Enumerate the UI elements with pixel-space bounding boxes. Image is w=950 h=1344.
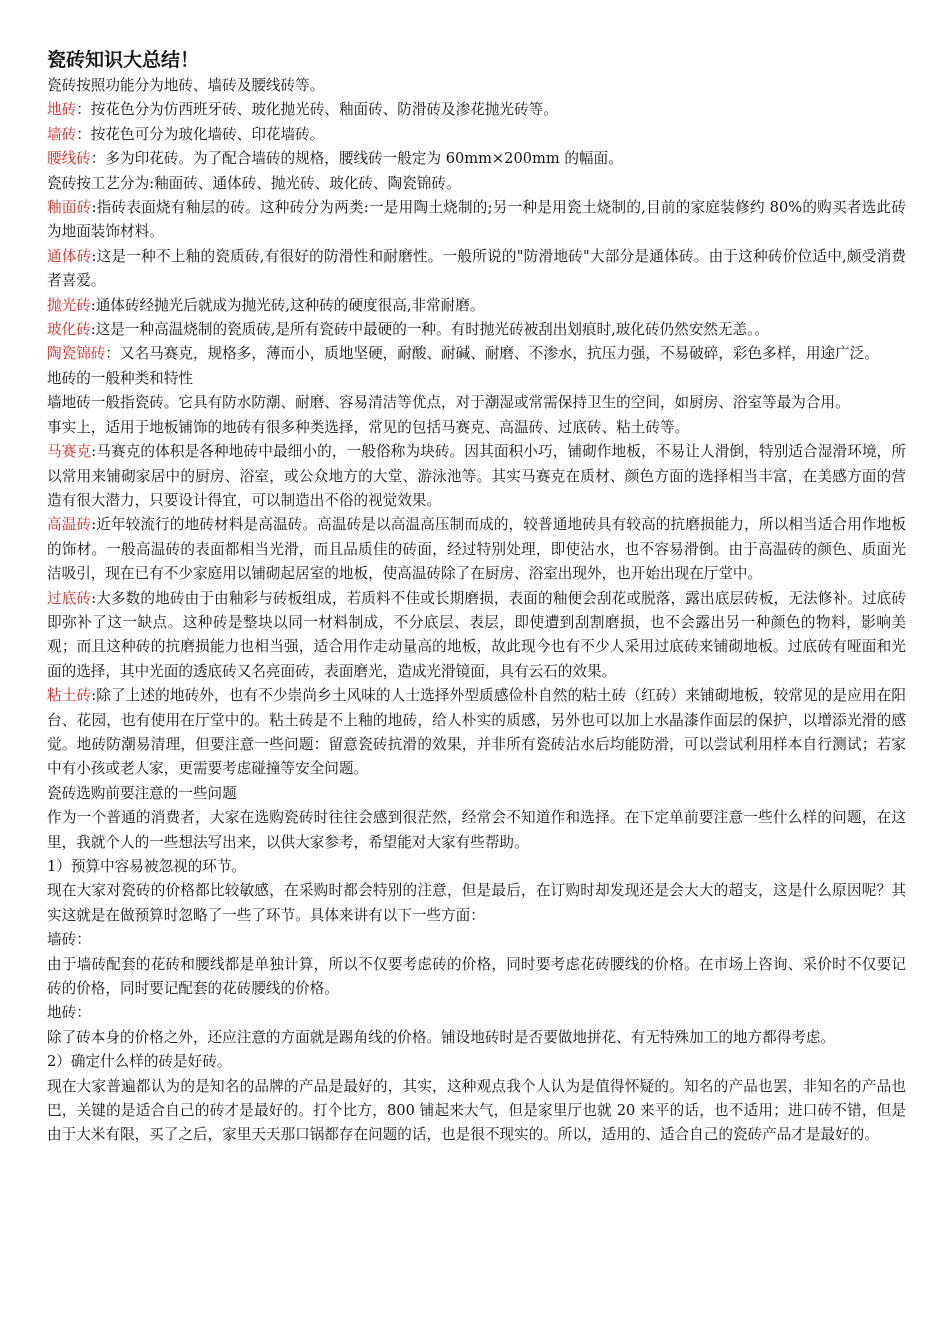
term-paragraph	[47, 98, 906, 122]
paragraph-text: 瓷砖按工艺分为:釉面砖、通体砖、抛光砖、玻化砖、陶瓷锦砖。	[47, 174, 461, 192]
paragraph-text: 作为一个普通的消费者，大家在选购瓷砖时往往会感到很茫然，经常会不知道作和选择。在下定单前要注意一些什么样的问题，在这里，我就个人的一些想法写出来，以供大家参考，希望能对大家有些帮助。	[47, 809, 906, 851]
paragraph-text: :近年较流行的地砖材料是高温砖。高温砖是以高温高压制而成的，较普通地砖具有较高的抗磨损能力，所以相当适合用作地板的饰材。一般高温砖的表面都相当光滑，而且品质佳的砖面，经过特别处理，即使沾水，也不容易滑倒。由于高温砖的颜色、质面光洁吸引，现在已有不少家庭用以铺砌起居室的地板，使高温砖除了在厨房、浴室出现外，也开始出现在厅堂中。	[47, 516, 906, 583]
term-label: 高温砖	[47, 516, 92, 534]
text-paragraph	[47, 855, 906, 879]
term-label: 马赛克	[47, 443, 92, 461]
paragraph-text: 墙地砖一般指瓷砖。它具有防水防潮、耐磨、容易清洁等优点，对于潮湿或常需保持卫生的空间，如厨房、浴室等最为合用。	[47, 394, 850, 412]
term-label: 釉面砖	[47, 199, 92, 217]
term-label: 粘土砖	[47, 687, 92, 705]
term-paragraph	[47, 440, 906, 513]
text-paragraph	[47, 172, 906, 196]
term-paragraph	[47, 587, 906, 685]
term-label: 腰线砖	[47, 150, 91, 168]
term-label: 玻化砖	[47, 321, 91, 339]
term-paragraph	[47, 147, 906, 171]
term-paragraph	[47, 318, 906, 342]
text-paragraph	[47, 879, 906, 928]
text-paragraph	[47, 928, 906, 952]
paragraph-text: 现在大家对瓷砖的价格都比较敏感，在采购时都会特别的注意，但是最后，在订购时却发现还是会大大的超支，这是什么原因呢？其实这就是在做预算时忽略了一些了环节。具体来讲有以下一些方面：	[47, 882, 906, 924]
term-paragraph	[47, 342, 906, 366]
paragraph-text: :通体砖经抛光后就成为抛光砖,这种砖的硬度很高,非常耐磨。	[90, 296, 485, 314]
term-label: 抛光砖	[47, 296, 91, 314]
paragraph-text: 除了砖本身的价格之外，还应注意的方面就是踢角线的价格。铺设地砖时是否要做地拼花、有无特殊加工的地方都得考虑。	[47, 1028, 836, 1046]
paragraph-text: 墙砖：	[47, 931, 91, 949]
paragraph-text: ：多为印花砖。为了配合墙砖的规格，腰线砖一般定为 60mm×200mm 的幅面。	[90, 150, 623, 168]
text-paragraph	[47, 782, 906, 806]
text-paragraph	[47, 416, 906, 440]
paragraph-text: 地砖的一般种类和特性	[47, 369, 193, 387]
document-title: 瓷砖知识大总结！	[47, 49, 200, 71]
text-paragraph	[47, 806, 906, 855]
term-label: 通体砖	[47, 247, 92, 265]
paragraph-text: 现在大家普遍都认为的是知名的品牌的产品是最好的，其实，这种观点我个人认为是值得怀疑的。知名的产品也罢，非知名的产品也巴，关键的是适合自己的砖才是最好的。打个比方，800 铺起来大气，但是家里厅也就 20 来平的话，也不适用；进口砖不错，但是由于大米有限，买了之后，家里天天那口锅都存在问题的话，也是很不现实的。所以，适用的、适合自己的瓷砖产品才是最好的。	[47, 1077, 906, 1144]
text-paragraph	[47, 1075, 906, 1148]
term-label: 地砖	[47, 101, 77, 119]
paragraph-text: :指砖表面烧有釉层的砖。这种砖分为两类:一是用陶土烧制的;另一种是用瓷土烧制的,目前的家庭装修约 80%的购买者选此砖为地面装饰材料。	[47, 199, 906, 241]
term-paragraph	[47, 513, 906, 586]
paragraph-text: 事实上，适用于地板铺饰的地砖有很多种类选择，常见的包括马赛克、高温砖、过底砖、粘土砖等。	[47, 418, 690, 436]
term-paragraph	[47, 684, 906, 782]
text-paragraph	[47, 391, 906, 415]
paragraph-text: ：按花色分为仿西班牙砖、玻化抛光砖、釉面砖、防滑砖及渗花抛光砖等。	[76, 101, 558, 119]
document-body	[47, 74, 906, 1148]
term-label: 过底砖	[47, 589, 92, 607]
text-paragraph	[47, 1050, 906, 1074]
term-label: 陶瓷锦砖	[47, 345, 106, 363]
paragraph-text: :这是一种高温烧制的瓷质砖,是所有瓷砖中最硬的一种。有时抛光砖被刮出划痕时,玻化砖仍然安然无恙。。	[90, 321, 770, 339]
paragraph-text: 地砖：	[47, 1004, 91, 1022]
term-paragraph	[47, 294, 906, 318]
paragraph-text: ：又名马赛克，规格多，薄而小，质地坚硬，耐酸、耐碱、耐磨、不渗水，抗压力强，不易破碎，彩色多样，用途广泛。	[105, 345, 879, 363]
text-paragraph	[47, 1026, 906, 1050]
text-paragraph	[47, 74, 906, 98]
term-paragraph	[47, 245, 906, 294]
paragraph-text: :马赛克的体积是各种地砖中最细小的，一般俗称为块砖。因其面积小巧，铺砌作地板，不易让人滑倒，特别适合湿滑环境，所以常用来铺砌家居中的厨房、浴室，或公众地方的大堂、游泳池等。其实马赛克在质材、颜色方面的选择相当丰富，在美感方面的营造有很大潜力，只要设计得宜，可以制造出不俗的视觉效果。	[47, 443, 906, 509]
text-paragraph	[47, 367, 906, 391]
paragraph-text: 1）预算中容易被忽视的环节。	[47, 858, 247, 875]
term-paragraph	[47, 123, 906, 147]
term-label: 墙砖	[47, 125, 77, 143]
paragraph-text: :大多数的地砖由于由釉彩与砖板组成，若质料不佳或长期磨损，表面的釉便会刮花或脱落，露出底层砖板，无法修补。过底砖即弥补了这一缺点。这种砖是整块以同一材料制成，不分底层、表层，即使遭到刮割磨损，也不会露出另一种颜色的物料，影响美观；而且这种砖的抗磨损能力也相当强，适合用作走动量高的地板，故此现今也有不少人采用过底砖来铺砌地板。过底砖有哑面和光面的选择，其中光面的透底砖又名亮面砖，表面磨光，造成光滑镜面，具有云石的效果。	[47, 589, 906, 680]
paragraph-text: 2）确定什么样的砖是好砖。	[47, 1053, 232, 1071]
term-paragraph	[47, 196, 906, 245]
text-paragraph	[47, 953, 906, 1002]
paragraph-text: 瓷砖按照功能分为地砖、墙砖及腰线砖等。	[47, 77, 325, 94]
paragraph-text: 瓷砖选购前要注意的一些问题	[47, 784, 237, 802]
paragraph-text: :这是一种不上釉的瓷质砖,有很好的防滑性和耐磨性。一般所说的"防滑地砖"大部分是通体砖。由于这种砖价位适中,颇受消费者喜爱。	[47, 247, 906, 290]
paragraph-text: 由于墙砖配套的花砖和腰线都是单独计算，所以不仅要考虑砖的价格，同时要考虑花砖腰线的价格。在市场上咨询、采价时不仅要记砖的价格，同时要记配套的花砖腰线的价格。	[47, 955, 906, 998]
text-paragraph	[47, 1001, 906, 1025]
paragraph-text: :除了上述的地砖外，也有不少崇尚乡土风味的人士选择外型质感俭朴自然的粘土砖（红砖）来铺砌地板，较常见的是应用在阳台、花园，也有使用在厅堂中的。粘土砖是不上釉的地砖，给人朴实的质感，另外也可以加上水晶漆作面层的保护，以增添光滑的感觉。地砖防潮易清理，但要注意一些问题：留意瓷砖抗滑的效果，并非所有瓷砖沾水后均能防滑，可以尝试利用样本自行测试；若家中有小孩或老人家，更需要考虑碰撞等安全问题。	[47, 687, 906, 778]
paragraph-text: ：按花色可分为玻化墙砖、印花墙砖。	[76, 125, 325, 143]
